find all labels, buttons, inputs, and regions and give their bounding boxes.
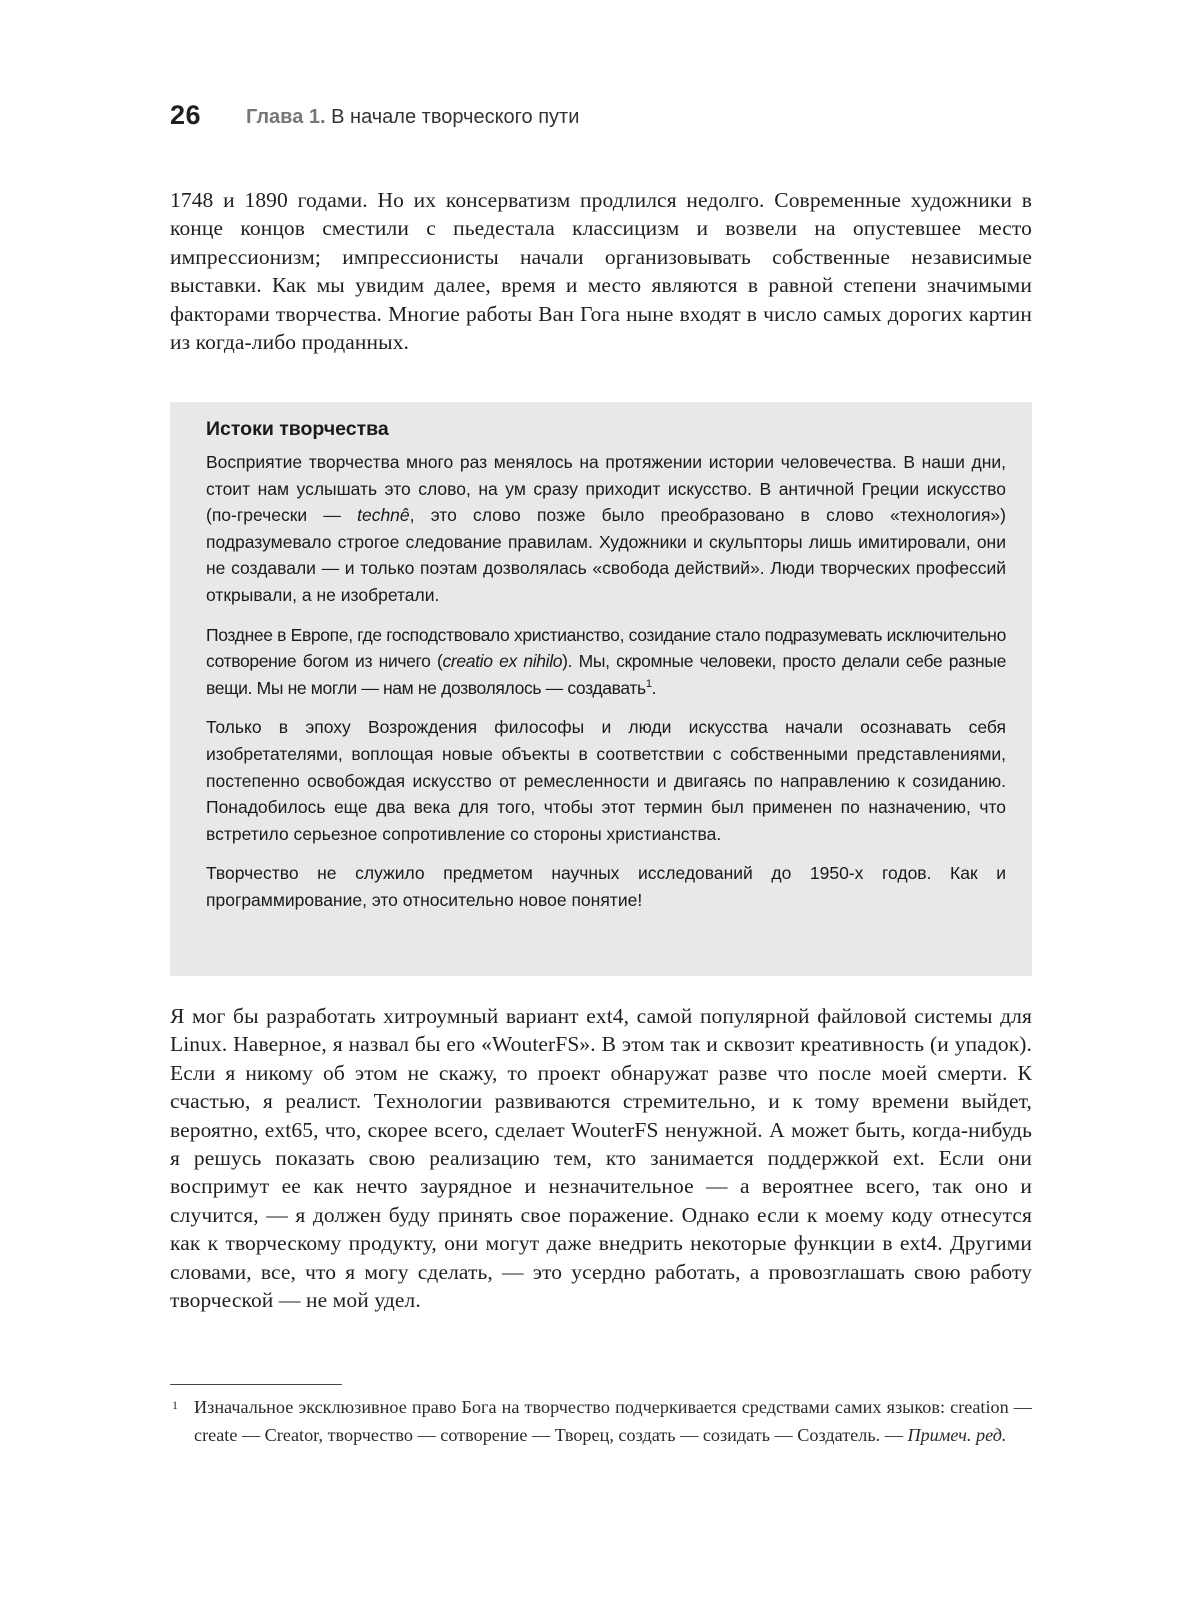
sidebar-p2-emphasis: creatio ex nihilo xyxy=(442,651,563,672)
page-number: 26 xyxy=(170,100,202,130)
sidebar-box xyxy=(170,402,1032,976)
footnote-text xyxy=(194,1393,1032,1449)
footnote-marker: 1 xyxy=(172,1398,178,1412)
footnote-editor-note: Примеч. ред. xyxy=(907,1425,1007,1445)
sidebar-paragraph-2 xyxy=(206,622,1006,702)
footnote-reference: 1 xyxy=(645,677,652,690)
sidebar-p1-text-b: , это слово позже было преобразовано в слово «технология») подразумевало строгое следование правилам. Художники и скульпторы лишь имитировали, они не создавали — и только поэтам дозволялась «свобода действий». Люди творческих профессий открывали, а не изобретали. xyxy=(206,505,1006,605)
sidebar-paragraph-3: Только в эпоху Возрождения философы и люди искусства начали осознавать себя изобретателями, воплощая новые объекты в соответствии с собственными представлениями, постепенно освобождая искусство от ремесленности и двигаясь по направлению к созиданию. Понадобилось еще два века для того, чтобы этот термин был применен по назначению, что встретило серьезное сопротивление со стороны христианства. xyxy=(206,717,1006,844)
body-paragraph-bottom: Я мог бы разработать хитроумный вариант ext4, самой популярной файловой системы для Linux. Наверное, я назвал бы его «WouterFS». В этом так и сквозит креативность (и упадок). Если я никому об этом не скажу, то проект обнаружат разве что после моей смерти. К счастью, я реалист. Технологии развиваются стремительно, и к тому времени выйдет, вероятно, ext65, что, скорее всего, сделает WouterFS ненужной. А может быть, когда-нибудь я решусь показать свою реализацию тем, кто занимается поддержкой ext. Если они воспримут ее как нечто заурядное и незначительное — а вероятнее всего, так оно и случится, — я должен буду принять свое поражение. Однако если к моему коду отнесутся как к творческому продукту, они могут даже внедрить некоторые функции в ext4. Другими словами, все, что я могу сделать, — это усердно работать, а провозглашать свою работу творческой — не мой удел. xyxy=(170,1004,1032,1313)
footnote-body: Изначальное эксклюзивное право Бога на творчество подчеркивается средствами самих языков: creation — create — Creator, творчество — сотворение — Творец, создать — созидать — Создатель. — xyxy=(194,1397,1032,1445)
running-header xyxy=(170,100,1030,140)
chapter-title xyxy=(246,106,579,129)
sidebar-paragraph-1 xyxy=(206,449,1006,609)
chapter-name: В начале творческого пути xyxy=(331,106,580,128)
sidebar-p2-text-c: . xyxy=(651,677,657,698)
footnote-divider xyxy=(170,1384,342,1385)
footnote xyxy=(170,1393,1032,1449)
sidebar-p1-text-a: Восприятие творчества много раз менялось на протяжении истории человечества. В наши дни, стоит нам услышать это слово, на ум сразу приходит искусство. В античной Греции искусство (по-гречески — xyxy=(206,452,1006,526)
chapter-label: Глава xyxy=(246,106,304,128)
sidebar-p2-text-a: Позднее в Европе, где господствовало христианство, созидание стало подразумевать исключительно сотворение богом из ничего ( xyxy=(206,624,1006,672)
body-paragraph-top: 1748 и 1890 годами. Но их консерватизм продлился недолго. Современные художники в конце концов сместили с пьедестала классицизм и возвели на опустевшее место импрессионизм; импрессионисты начали организовывать собственные независимые выставки. Как мы увидим далее, время и место являются в равной степени значимыми факторами творчества. Многие работы Ван Гога ныне входят в число самых дорогих картин из когда-либо проданных. xyxy=(170,188,1032,355)
sidebar-title: Истоки творчества xyxy=(206,418,389,440)
sidebar-p1-emphasis: technê xyxy=(357,505,410,526)
sidebar-paragraph-4: Творчество не служило предметом научных исследований до 1950-х годов. Как и программирование, это относительно новое понятие! xyxy=(206,863,1006,910)
sidebar-p2-text-b: ). Мы, скромные человеки, просто делали себе разные вещи. Мы не могли — нам не дозволялось — создавать xyxy=(206,651,1006,698)
chapter-number: 1. xyxy=(308,106,326,128)
